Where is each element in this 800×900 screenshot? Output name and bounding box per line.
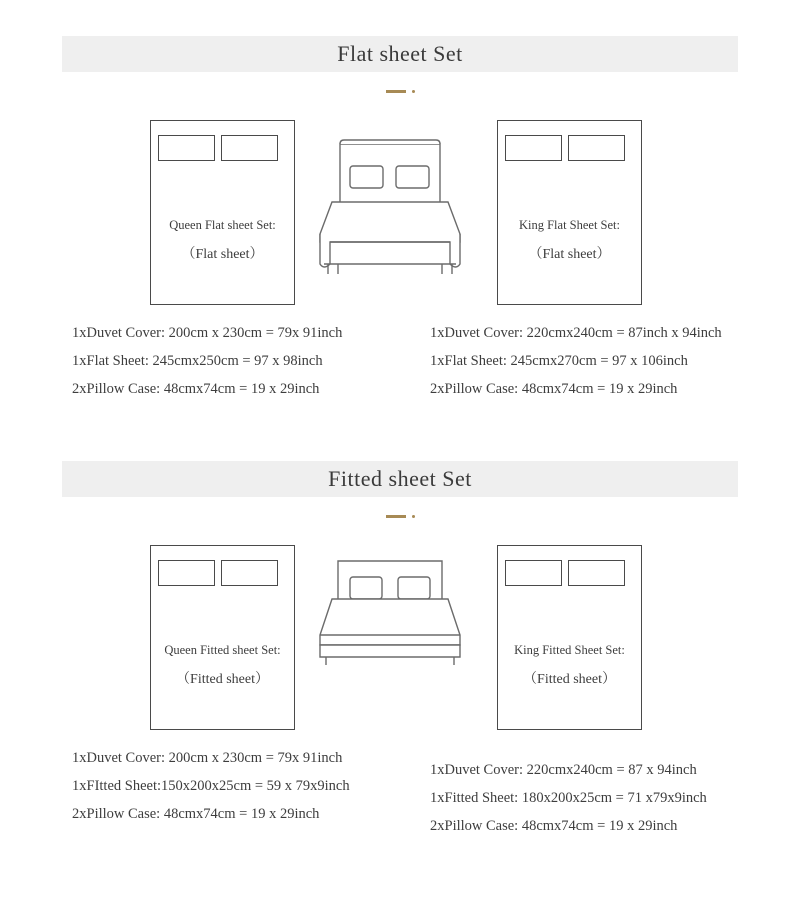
diagram-label-line2: （Fitted sheet） [176, 672, 269, 687]
diagram-label-line1: King Fitted Sheet Set: [514, 643, 625, 657]
bed-illustration-icon [310, 539, 470, 729]
pillow-icon [505, 560, 562, 586]
spec-line: 2xPillow Case: 48cmx74cm = 19 x 29inch [72, 806, 320, 822]
diagram-label-line2: （Fitted sheet） [523, 672, 616, 687]
divider-dot-icon [412, 90, 415, 93]
spec-line: 1xFlat Sheet: 245cmx250cm = 97 x 98inch [72, 353, 323, 369]
diagram-label-line2: （Flat sheet） [528, 247, 611, 262]
diagram-label-line1: Queen Fitted sheet Set: [164, 643, 281, 657]
diagram-label-line1: Queen Flat sheet Set: [169, 218, 276, 232]
pillow-icon [505, 135, 562, 161]
spec-line: 2xPillow Case: 48cmx74cm = 19 x 29inch [430, 381, 678, 397]
diagram-king-flat-sheet [497, 120, 642, 305]
spec-line: 2xPillow Case: 48cmx74cm = 19 x 29inch [430, 818, 678, 834]
specs-row-fitted [0, 744, 800, 844]
specs-row-flat [0, 319, 800, 419]
specs-queen-fitted [72, 744, 350, 828]
pillow-icon [221, 135, 278, 161]
pillow-icon [221, 560, 278, 586]
section-banner-fitted [62, 461, 738, 497]
section-fitted-sheet-set [0, 419, 800, 844]
pillow-icon [568, 560, 625, 586]
specs-king-fitted [430, 756, 707, 840]
illustration-row-flat [0, 104, 800, 319]
spec-line: 1xFitted Sheet: 180x200x25cm = 71 x79x9inch [430, 790, 707, 806]
specs-queen-flat [72, 319, 342, 403]
section-title-flat: Flat sheet Set [337, 41, 463, 66]
pillow-icon [158, 560, 215, 586]
spec-line: 1xDuvet Cover: 220cmx240cm = 87 x 94inch [430, 762, 697, 778]
spec-line: 2xPillow Case: 48cmx74cm = 19 x 29inch [72, 381, 320, 397]
divider-bar-icon [386, 515, 406, 518]
bed-illustration-icon [310, 114, 470, 304]
diagram-queen-flat-sheet [150, 120, 295, 305]
section-flat-sheet-set [0, 0, 800, 419]
specs-king-flat [430, 319, 722, 403]
spec-line: 1xDuvet Cover: 200cm x 230cm = 79x 91inch [72, 325, 343, 341]
spec-line: 1xFItted Sheet:150x200x25cm = 59 x 79x9inch [72, 778, 350, 794]
pillow-icon [568, 135, 625, 161]
diagram-label-line2: （Flat sheet） [181, 247, 264, 262]
pillow-icon [158, 135, 215, 161]
section-banner-flat [62, 36, 738, 72]
divider-ornament-flat [0, 86, 800, 96]
divider-dot-icon [412, 515, 415, 518]
spec-line: 1xDuvet Cover: 220cmx240cm = 87inch x 94inch [430, 325, 722, 341]
spec-line: 1xDuvet Cover: 200cm x 230cm = 79x 91inch [72, 750, 343, 766]
diagram-king-fitted-sheet [497, 545, 642, 730]
diagram-queen-fitted-sheet [150, 545, 295, 730]
divider-ornament-fitted [0, 511, 800, 521]
diagram-label-line1: King Flat Sheet Set: [518, 218, 621, 232]
illustration-row-fitted [0, 529, 800, 744]
spec-line: 1xFlat Sheet: 245cmx270cm = 97 x 106inch [430, 353, 688, 369]
section-title-fitted: Fitted sheet Set [328, 466, 472, 491]
divider-bar-icon [386, 90, 406, 93]
